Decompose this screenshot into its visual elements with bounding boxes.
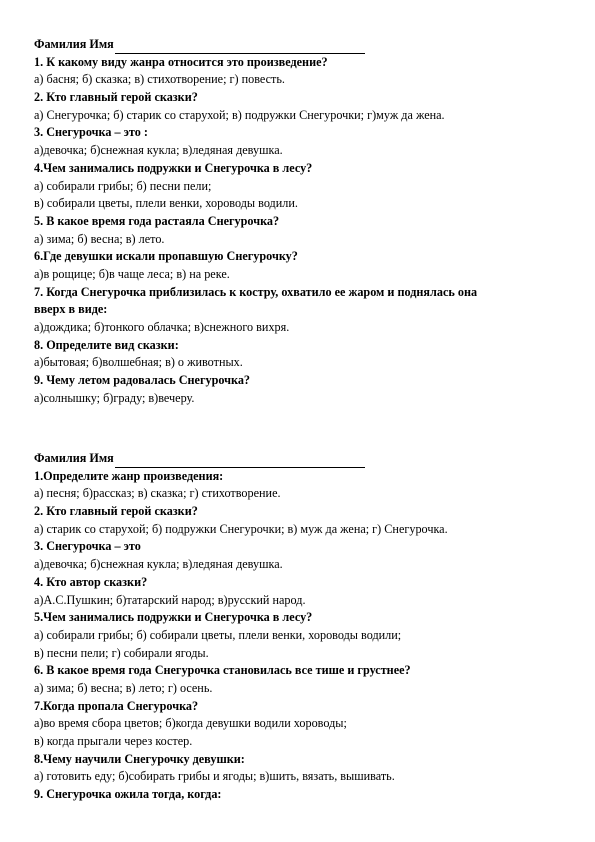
answer-options: а) песня; б)рассказ; в) сказка; г) стихотворение.: [34, 486, 281, 501]
name-field-line: [115, 40, 365, 54]
question-text: 6. В какое время года Снегурочка становилась все тише и грустнее?: [34, 663, 411, 678]
question-list: [34, 54, 564, 408]
question-text: 8.Чему научили Снегурочку девушки:: [34, 751, 245, 766]
question-text: 2. Кто главный герой сказки?: [34, 504, 198, 519]
question-text: 5.Чем занимались подружки и Снегурочка в лесу?: [34, 610, 313, 625]
name-field-label: Фамилия Имя: [34, 450, 114, 465]
question-text: 3. Снегурочка – это :: [34, 125, 148, 140]
name-field-label: Фамилия Имя: [34, 36, 114, 51]
question-text: 7.Когда пропала Снегурочка?: [34, 698, 199, 713]
question-text: 5. В какое время года растаяла Снегурочка?: [34, 213, 280, 228]
answer-options: а) старик со старухой; б) подружки Снегурочки; в) муж да жена; г) Снегурочка.: [34, 521, 448, 536]
name-field-line: [115, 454, 365, 468]
question-text: 2. Кто главный герой сказки?: [34, 90, 198, 105]
quiz-block-1: [34, 36, 564, 407]
answer-options: а)девочка; б)снежная кукла; в)ледяная девушка.: [34, 557, 283, 572]
answer-options: а)девочка; б)снежная кукла; в)ледяная девушка.: [34, 143, 283, 158]
answer-options: а)бытовая; б)волшебная; в) о животных.: [34, 355, 243, 370]
answer-options: в) когда прыгали через костер.: [34, 734, 193, 748]
question-text: 3. Снегурочка – это: [34, 539, 141, 554]
question-text-continued: вверх в виде:: [34, 302, 108, 317]
answer-options: а)в рощице; б)в чаще леса; в) на реке.: [34, 266, 230, 281]
answer-options: а)А.С.Пушкин; б)татарский народ; в)русский народ.: [34, 592, 306, 607]
answer-options: а) готовить еду; б)собирать грибы и ягоды; в)шить, вязать, вышивать.: [34, 769, 395, 784]
question-text: 1. К какому виду жанра относится это произведение?: [34, 54, 328, 69]
question-list: [34, 468, 564, 804]
answer-options: а) Снегурочка; б) старик со старухой; в) подружки Снегурочки; г)муж да жена.: [34, 107, 445, 122]
answer-options: а) зима; б) весна; в) лето; г) осень.: [34, 680, 213, 695]
question-text: 9. Чему летом радовалась Снегурочка?: [34, 373, 251, 388]
question-text: 1.Определите жанр произведения:: [34, 468, 224, 483]
answer-options: а)солнышку; б)граду; в)вечеру.: [34, 390, 195, 405]
quiz-block-2: [34, 450, 564, 804]
question-text: 4.Чем занимались подружки и Снегурочка в лесу?: [34, 160, 313, 175]
answer-options: в) песни пели; г) собирали ягоды.: [34, 645, 209, 660]
question-text: 7. Когда Снегурочка приблизилась к костру, охватило ее жаром и поднялась она: [34, 284, 478, 299]
question-text: 6.Где девушки искали пропавшую Снегурочку?: [34, 249, 298, 264]
answer-options: а)дождика; б)тонкого облачка; в)снежного вихря.: [34, 320, 290, 334]
question-text: 4. Кто автор сказки?: [34, 574, 148, 589]
name-field-row: [34, 450, 564, 468]
answer-options: а) зима; б) весна; в) лето.: [34, 231, 165, 246]
answer-options: а) собирали грибы; б) песни пели;: [34, 178, 212, 193]
answer-options: а) басня; б) сказка; в) стихотворение; г) повесть.: [34, 72, 285, 87]
question-text: 9. Снегурочка ожила тогда, когда:: [34, 787, 222, 802]
answer-options: а)во время сбора цветов; б)когда девушки водили хороводы;: [34, 716, 347, 731]
question-text: 8. Определите вид сказки:: [34, 337, 179, 352]
answer-options: в) собирали цветы, плели венки, хороводы водили.: [34, 196, 298, 211]
answer-options: а) собирали грибы; б) собирали цветы, плели венки, хороводы водили;: [34, 627, 402, 642]
name-field-row: [34, 36, 564, 54]
